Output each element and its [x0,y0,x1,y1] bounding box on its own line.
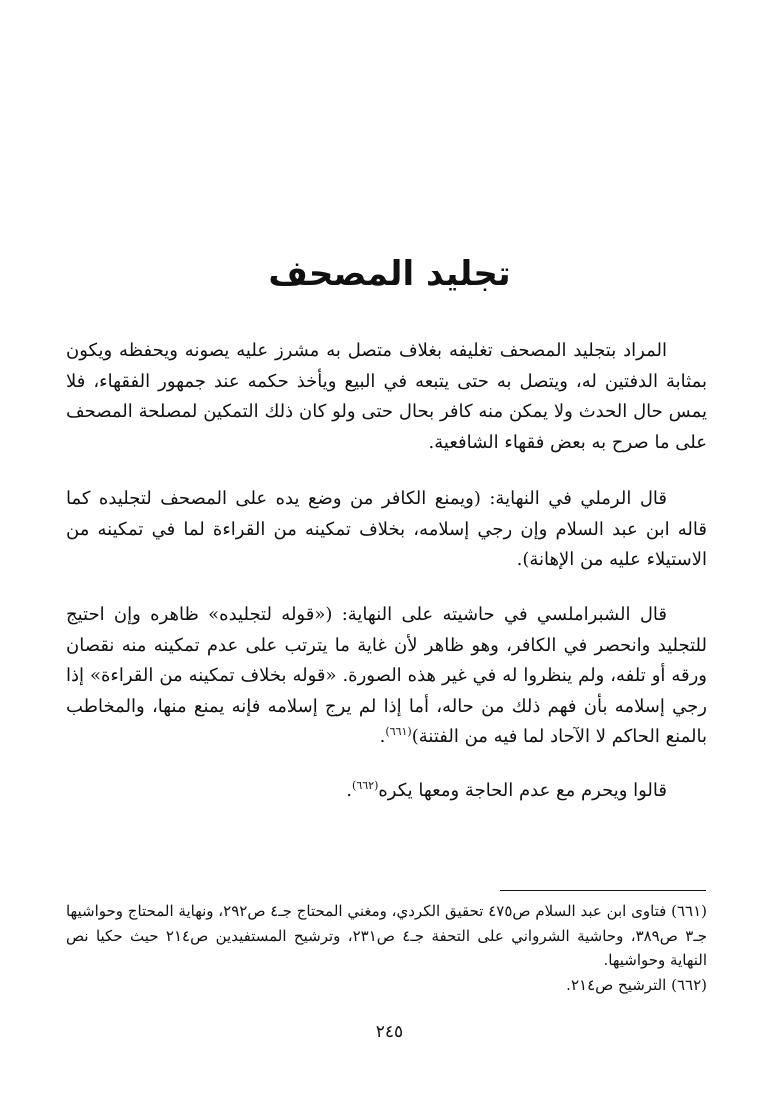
paragraph-4 [66,776,707,807]
paragraph-3-block [66,600,707,753]
paragraph-2 [66,484,707,576]
paragraph-1-text: المراد بتجليد المصحف تغليفه بغلاف متصل به مشرز عليه يصونه ويحفظه ويكون بمثابة الدفتين له، ويتصل به حتى يتبعه في البيع ويأخذ حكمه عند جمهور الفقهاء، فلا يمس حال الحدث ولا يمكن منه كافر بحال حتى ولو كان ذلك التمكين لمصلحة المصحف على ما صرح به بعض فقهاء الشافعية. [66,340,708,453]
chapter-title: تجليد المصحف [268,253,511,294]
paragraph-3-end: . [379,726,386,747]
page-number: ٢٤٥ [375,1022,404,1042]
paragraph-2-text: قال الرملي في النهاية: (ويمنع الكافر من وضع يده على المصحف لتجليده كما قاله ابن عبد السلام وإن رجي إسلامه، بخلاف تمكينه من القراءة لما في تمكينه من الاستيلاء عليه من الإهانة). [66,488,707,570]
paragraph-4-block [66,776,707,807]
footnote-ref-662[interactable]: (٦٦٢) [352,779,379,792]
paragraph-4-end: . [346,780,353,801]
footnote-ref-661[interactable]: (٦٦١) [385,725,412,738]
paragraph-3 [66,600,707,753]
paragraph-3-text: قال الشبراملسي في حاشيته على النهاية: («قوله لتجليده» ظاهره وإن احتيج للتجليد وانحصر في الكافر، وهو ظاهر لأن غاية ما يترتب على عدم تمكينه منه نقصان ورقه أو تلفه، ولم ينظروا له في غير هذه الصورة. «قوله بخلاف تمكينه من القراءة» إذا رجي إسلامه بأن فهم ذلك من حاله، أما إذا لم يرج إسلامه فإنه يمنع منها، والمخاطب بالمنع الحاكم لا الآحاد لما فيه من الفتنة) [66,604,707,747]
paragraph-1 [66,336,707,458]
footnotes-section [66,899,707,997]
paragraph-4-text: قالوا ويحرم مع عدم الحاجة ومعها يكره [378,780,667,801]
footnote-661: (٦٦١) فتاوى ابن عبد السلام ص٤٧٥ تحقيق الكردي، ومغني المحتاج جـ٤ ص٢٩٢، ونهاية المحتاج وحواشيها جـ٣ ص٣٨٩، وحاشية الشرواني على التحفة جـ٤ ص٢٣١، وترشيح المستفيدين ص٢١٤ حيث حكيا نص النهاية وحواشيها. [65,902,707,969]
footnote-divider [500,890,706,891]
footnote-662: (٦٦٢) الترشيح ص٢١٤. [566,975,707,994]
